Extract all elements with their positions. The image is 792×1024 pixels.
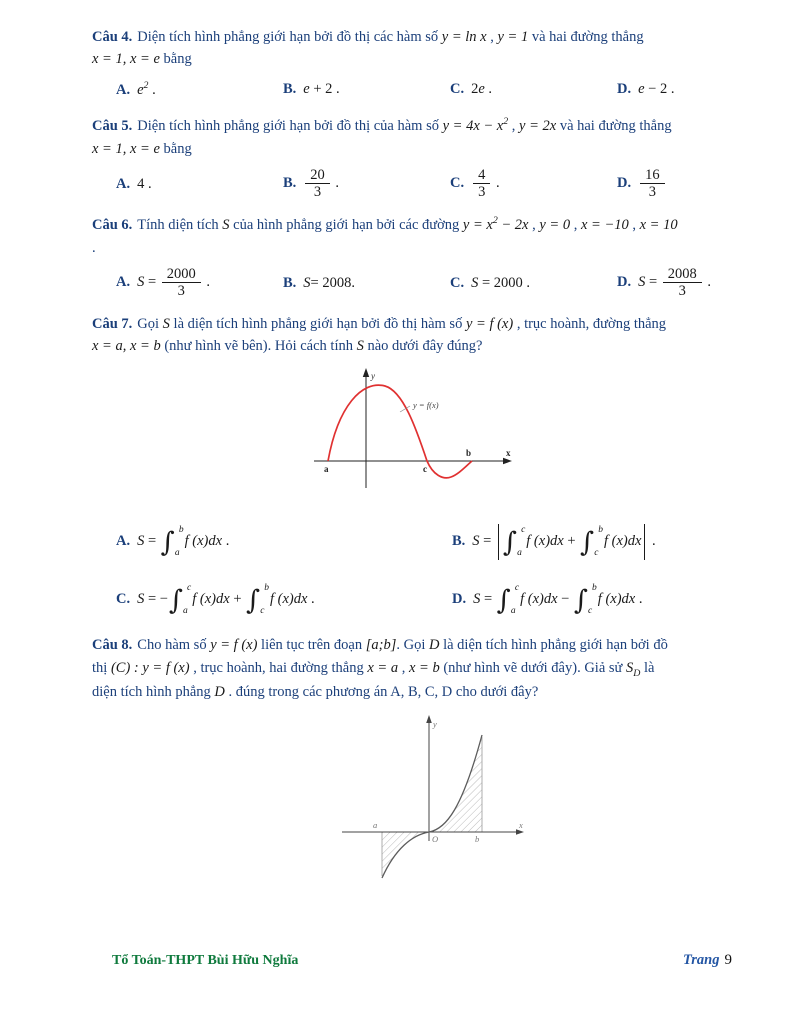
q6-answer-b-label: B.	[283, 274, 297, 291]
question-4-line-2: x = 1, x = e bằng	[92, 51, 192, 68]
q5-answer-a-value: 4 .	[137, 175, 152, 192]
q7-answer-b	[452, 524, 734, 560]
question-7-figure	[300, 366, 734, 508]
q5-answer-c-value: $\frac{4}{3}$ .	[471, 175, 500, 191]
curve-label: y = f(x)	[413, 399, 439, 410]
question-7-label: Câu 7.	[92, 315, 133, 332]
question-5	[92, 114, 734, 160]
question-4-text-1: Diện tích hình phẳng giới hạn bởi đồ thị các hàm số y = ln x , y = 1 và hai đường thẳng	[137, 29, 644, 45]
question-6-text-1: Tính diện tích S của hình phẳng giới hạn bởi các đường $y = x^2 - 2x$ , y = 0 , x = −10 , x = 10	[137, 215, 678, 234]
x-axis-label: x	[506, 447, 511, 458]
red-curve	[328, 385, 472, 478]
question-4	[92, 26, 734, 71]
shaded-region-right	[429, 737, 482, 832]
y-axis-arrow	[363, 368, 369, 377]
q5-answer-d-label: D.	[617, 175, 632, 192]
question-6-line-2: .	[92, 239, 96, 256]
q7-answer-b-label: B.	[452, 533, 466, 550]
q6-answer-d	[617, 266, 734, 299]
q7-answer-d	[452, 584, 734, 616]
q5-answer-b-value: $\frac{20}{3}$ .	[303, 175, 339, 191]
point-b-label: b	[475, 834, 480, 845]
question-8	[92, 634, 734, 703]
q6-answer-a	[116, 266, 283, 299]
question-7-line-2: x = a, x = b (như hình vẽ bên). Hỏi cách tính S nào dưới đây đúng?	[92, 338, 483, 355]
point-a-label: a	[324, 463, 329, 474]
question-5-answers	[92, 167, 734, 200]
question-6	[92, 213, 734, 259]
question-6-label: Câu 6.	[92, 217, 133, 234]
q7-answer-d-value: S = ∫ c a f (x)dx − ∫ b c f (x)dx .	[473, 583, 643, 616]
question-8-figure	[332, 713, 734, 895]
q4-answer-d-value: e − 2 .	[638, 81, 675, 98]
q6-answer-c	[450, 272, 617, 294]
q5-answer-d	[617, 167, 734, 200]
function-graph-q8	[332, 713, 532, 888]
q4-answer-b-label: B.	[283, 81, 297, 98]
q6-answer-a-value: S = $\frac{2000}{3}$ .	[137, 266, 211, 300]
x-axis-arrow	[516, 829, 524, 835]
question-6-line-1	[92, 213, 734, 236]
question-8-text-1: Cho hàm số y = f (x) liên tục trên đoạn [a;b]. Gọi D là diện tích hình phẳng giới hạn bởi đồ	[137, 637, 668, 654]
q5-answer-a-label: A.	[116, 175, 131, 192]
question-8-label: Câu 8.	[92, 637, 133, 654]
q7-answer-a	[116, 526, 452, 558]
q4-answer-c-value: 2e .	[471, 81, 493, 98]
q6-answer-d-label: D.	[617, 274, 632, 291]
q5-answer-a	[116, 173, 283, 195]
q6-answer-b-value: S= 2008.	[303, 274, 355, 291]
y-axis-arrow	[426, 715, 432, 723]
q7-answer-c	[116, 584, 452, 616]
question-4-line-1	[92, 26, 734, 48]
question-6-answers	[92, 266, 734, 299]
q5-answer-b-label: B.	[283, 175, 297, 192]
q7-answer-c-label: C.	[116, 591, 131, 608]
q5-answer-d-value: $\frac{16}{3}$	[638, 175, 667, 191]
question-7-answers	[92, 524, 734, 616]
q7-answer-d-label: D.	[452, 591, 467, 608]
q4-answer-d-label: D.	[617, 81, 632, 98]
function-graph-q7	[300, 366, 520, 501]
point-b-label: b	[466, 447, 472, 458]
q6-answer-c-label: C.	[450, 274, 465, 291]
q6-answer-a-label: A.	[116, 274, 131, 291]
footer-trang-label: Trang	[682, 951, 720, 968]
q4-answer-c	[450, 78, 617, 100]
point-a-label: a	[373, 820, 378, 831]
origin-label: O	[432, 834, 439, 845]
q7-answer-a-value: S = ∫ b a f (x)dx .	[137, 525, 230, 558]
shaded-region-left	[382, 832, 429, 876]
question-7-text-1: Gọi S là diện tích hình phẳng giới hạn bởi đồ thị hàm số y = f (x) , trục hoành, đường thẳng	[137, 315, 667, 332]
question-4-label: Câu 4.	[92, 29, 133, 45]
q4-answer-c-label: C.	[450, 81, 465, 98]
q4-answer-b	[283, 78, 450, 100]
point-c-label: c	[423, 463, 427, 474]
q5-answer-b	[283, 167, 450, 200]
question-4-answers	[92, 78, 734, 101]
q4-answer-a	[116, 78, 283, 101]
q6-answer-b	[283, 272, 450, 294]
footer-page-number: 9	[724, 951, 732, 968]
question-7	[92, 313, 734, 358]
question-7-line-1	[92, 313, 734, 335]
x-axis-label: x	[519, 820, 523, 831]
question-5-line-1	[92, 114, 734, 137]
page-footer	[112, 949, 732, 972]
footer-page	[683, 949, 732, 972]
question-5-text-1: Diện tích hình phẳng giới hạn bởi đồ thị của hàm số $y = 4x - x^2$ , y = 2x và hai đường thẳng	[137, 116, 672, 135]
x-axis-arrow	[503, 457, 512, 463]
q7-answer-a-label: A.	[116, 533, 131, 550]
q6-answer-d-value: S = $\frac{2008}{3}$ .	[638, 266, 712, 300]
question-8-line-1	[92, 634, 734, 656]
q7-answer-c-value: S = − ∫ c a f (x)dx + ∫ b c f (x)dx .	[137, 583, 315, 616]
question-8-line-3: diện tích hình phẳng D . đúng trong các phương án A, B, C, D cho dưới đây?	[92, 683, 539, 700]
q4-answer-a-label: A.	[116, 81, 131, 98]
q5-answer-c-label: C.	[450, 175, 465, 192]
question-8-line-2: thị (C) : y = f (x) , trục hoành, hai đường thẳng x = a , x = b (như hình vẽ dưới đây). Giả sử $S_D$ là	[92, 659, 655, 679]
footer-school: Tổ Toán-THPT Bùi Hữu Nghĩa	[112, 952, 299, 968]
question-5-line-2: x = 1, x = e bằng	[92, 140, 192, 157]
y-axis-label: y	[433, 719, 437, 730]
q7-answer-b-value: S = ∫ c a f (x)dx + ∫ b c f (x)dx .	[472, 533, 655, 549]
q6-answer-c-value: S = 2000 .	[471, 274, 531, 291]
question-5-label: Câu 5.	[92, 118, 133, 135]
q4-answer-d	[617, 78, 734, 100]
q4-answer-b-value: e + 2 .	[303, 81, 340, 98]
y-axis-label: y	[371, 370, 375, 381]
q5-answer-c	[450, 167, 617, 200]
q4-answer-a-value: $e^2$ .	[137, 79, 156, 98]
